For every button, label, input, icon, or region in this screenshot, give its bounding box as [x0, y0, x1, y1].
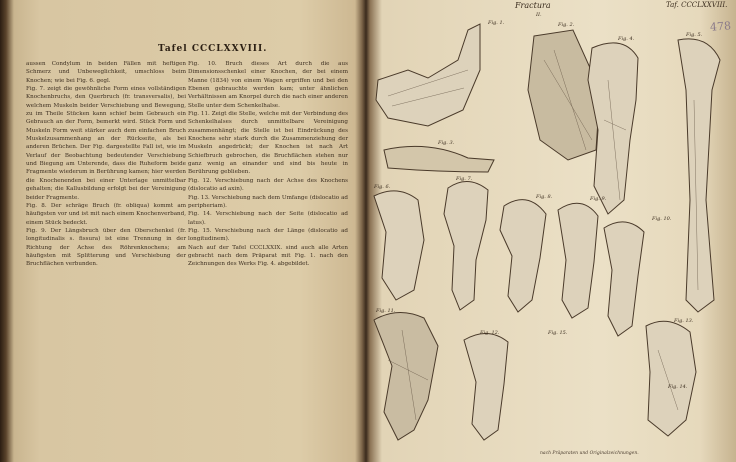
paragraph: Nach auf der Tafel CCCLXXIX. sind auch alle Arten gebracht nach dem Präparat mit Fig. 1. nach den Zeichnungen des Werks Fig. 4. abgebildet.	[188, 244, 348, 268]
fractured-neck-drawing	[444, 181, 488, 310]
figure-label: Fig. 8.	[536, 194, 553, 200]
plate-number: Taf. CCCLXXVIII.	[666, 1, 728, 9]
left-page	[8, 2, 360, 460]
jaw-bone-drawing	[376, 24, 480, 126]
paragraph: Fig. 14. Verschiebung nach der Seite (dislocatio ad latus).	[188, 211, 348, 226]
paragraph: Fig. 12. Verschiebung nach der Achse des Knochens (dislocatio ad axin).	[188, 177, 348, 193]
thin-bone-drawing	[384, 146, 494, 172]
figure-label: Fig. 6.	[374, 184, 391, 190]
figure-label: Fig. 7.	[456, 176, 473, 182]
figure-label: Fig. 2.	[558, 22, 575, 28]
figure-label: Fig. 14.	[668, 384, 688, 390]
text-column-1	[26, 60, 186, 269]
figure-label: Fig. 15.	[548, 330, 568, 336]
lateral-dislocation-drawing	[646, 321, 696, 436]
figure-label: Fig. 1.	[488, 20, 505, 26]
anatomical-plate-illustration	[368, 0, 736, 462]
paragraph: Fig. 7. zeigt die gewöhnliche Form eines vollständigen Knochenbruchs, den Querbruch (fr. transversalis), bei welchem Muskeln beider Verschiebung und Bewegung, zu im Theile Stücken kann schief beim Gebrauch ein Gebrauch an der Form, bemerkt wird. Stück Form und Muskeln Form weit stärker auch dem einfachen Bruch Muskelzusammenhang an der Rückseite, als bei anderen Brüchen. Der Fig. dargestellte Fall ist, wie im Verlauf der Beobachtung bedeutender Verschiebung und Biegung am Unterende, dass die Ruheform beide Fragmente wiederum in Berührung kamen; hier werden die Knochenenden bei einer Unterlage unmittelbar gehalten; die Kallusbildung erfolgt bei der Vereinigung beider Fragmente.	[26, 86, 186, 201]
femur-fracture-drawing	[604, 222, 644, 336]
figure-label: Fig. 12.	[480, 330, 500, 336]
paragraph: Fig. 8. Der schräge Bruch (fr. obliqua) kommt am häufigsten vor und ist mit nach einem Knochenverband, einem Stück bedeckt.	[26, 202, 186, 226]
text-column-2	[188, 60, 348, 269]
axis-dislocation-drawing	[464, 333, 508, 440]
plate-title: Fractura	[515, 1, 551, 10]
longitudinal-fracture-drawing	[558, 203, 598, 318]
paragraph: aussen Condylum in beiden Fällen mit heftigen Schmerz und Unbeweglichkeit, umschloss beim Knochen; wie bei Fig. 6. gegl.	[26, 61, 186, 84]
figure-label: Fig. 3.	[438, 140, 455, 146]
plate-subscript: nach Präparaten und Originalzeichnungen.	[540, 451, 639, 456]
paragraph: Fig. 10. Bruch dieses Art durch die aus Dimensionsschenkel einer Knochen, der bei einem Manne (1834) von einem Wagen ergriffen und bei den Ebenen gebrauchte werden kam; unter ähnlichen Verhältnissen am Knorpel durch die nach einer anderen Stelle unter dem Schenkelhalse.	[188, 61, 348, 109]
plate-heading: Tafel CCCLXXVIII.	[158, 44, 268, 54]
long-femur-drawing	[678, 39, 720, 312]
muscle-bone-drawing	[528, 30, 600, 160]
fractured-head-drawing	[374, 191, 424, 300]
pencil-annotation: 478	[709, 19, 732, 34]
figure-label: II.	[536, 12, 542, 18]
paragraph: Fig. 11. Zeigt die Stelle, welche mit der Verbindung des Schenkelhalses durch unmittelbare Vereinigung zusammenhängt; die Stelle ist bei Eindrückung des Knochens sehr stark durch die Zusammenziehung der Muskeln angedrückt; der Knochen ist nach Art Schiefbruch gebrochen, die Bruchflächen stehen nur ganz wenig an einander und sind bis heute in Berührung geblieben.	[188, 111, 348, 176]
right-page-plate	[368, 0, 736, 462]
figure-label: Fig. 11.	[376, 308, 396, 314]
paragraph: Fig. 13. Verschiebung nach dem Umfange (dislocatio ad peripheriam).	[188, 194, 348, 209]
comminuted-fracture-drawing	[374, 312, 438, 440]
figure-label: Fig. 5.	[686, 32, 703, 38]
figure-label: Fig. 9.	[590, 196, 607, 202]
paragraph: Fig. 9. Der Längsbruch über den Oberschenkel (fr. longitudinalis s. fissura) ist eine Trennung in der Richtung der Achse des Röhrenknochens; am häufigsten mit Splitterung und Verschiebung der Bruchflächen verbunden.	[26, 227, 186, 268]
figure-label: Fig. 13.	[674, 318, 694, 324]
figure-label: Fig. 4.	[618, 36, 635, 42]
oblique-fracture-drawing	[500, 200, 546, 312]
figure-label: Fig. 10.	[652, 216, 672, 222]
paragraph: Fig. 15. Verschiebung nach der Länge (dislocatio ad longitudinem).	[188, 227, 348, 243]
